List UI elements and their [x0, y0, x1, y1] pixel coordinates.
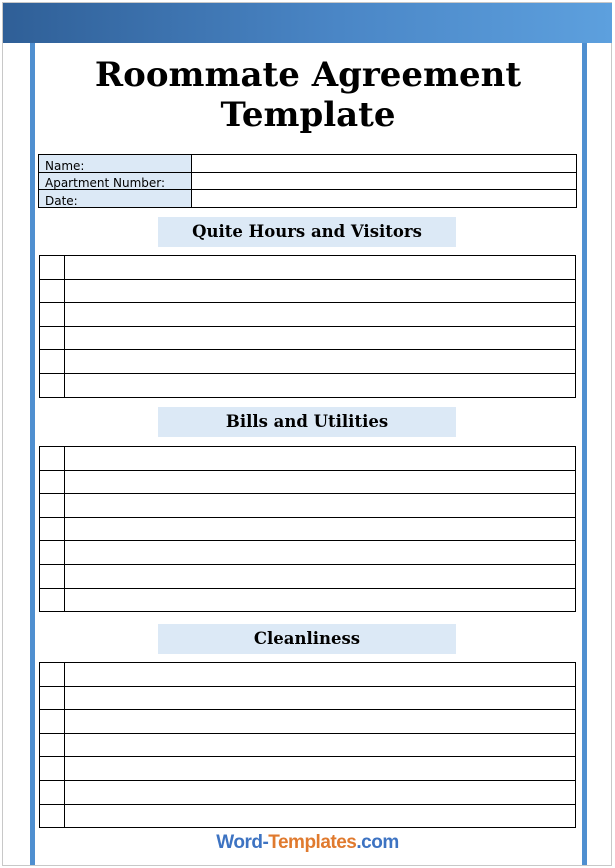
footer-logo-part1: Word-: [216, 832, 269, 853]
footer-logo: [0, 832, 615, 854]
table-row: [40, 564, 576, 588]
row-number-cell[interactable]: [40, 663, 65, 687]
table-row: [40, 326, 576, 350]
row-entry-cell[interactable]: [65, 326, 576, 350]
table-row: [40, 447, 576, 471]
row-entry-cell[interactable]: [65, 279, 576, 303]
name-label: Name:: [39, 155, 192, 173]
row-entry-cell[interactable]: [65, 256, 576, 280]
table-row: [40, 303, 576, 327]
row-number-cell[interactable]: [40, 804, 65, 828]
table-row: [40, 350, 576, 374]
date-field[interactable]: [192, 190, 577, 208]
header-band: [3, 3, 612, 43]
row-number-cell[interactable]: [40, 564, 65, 588]
row-entry-cell[interactable]: [65, 373, 576, 397]
name-field[interactable]: [192, 155, 577, 173]
row-number-cell[interactable]: [40, 517, 65, 541]
row-number-cell[interactable]: [40, 541, 65, 565]
info-row-apartment: [39, 172, 577, 190]
section-heading-quiet-hours: Quite Hours and Visitors: [158, 217, 456, 247]
row-number-cell[interactable]: [40, 710, 65, 734]
row-number-cell[interactable]: [40, 494, 65, 518]
table-row: [40, 780, 576, 804]
section-heading-bills: Bills and Utilities: [158, 407, 456, 437]
row-entry-cell[interactable]: [65, 447, 576, 471]
table-row: [40, 710, 576, 734]
table-row: [40, 494, 576, 518]
apartment-number-label: Apartment Number:: [39, 172, 192, 190]
table-row: [40, 588, 576, 612]
footer-logo-part3: .com: [356, 832, 399, 853]
row-entry-cell[interactable]: [65, 350, 576, 374]
row-number-cell[interactable]: [40, 350, 65, 374]
table-row: [40, 541, 576, 565]
bills-table: [39, 446, 576, 612]
table-row: [40, 517, 576, 541]
row-entry-cell[interactable]: [65, 757, 576, 781]
row-number-cell[interactable]: [40, 326, 65, 350]
date-label: Date:: [39, 190, 192, 208]
row-number-cell[interactable]: [40, 780, 65, 804]
row-number-cell[interactable]: [40, 373, 65, 397]
info-row-name: [39, 155, 577, 173]
row-number-cell[interactable]: [40, 733, 65, 757]
left-accent-bar: [30, 43, 35, 865]
row-entry-cell[interactable]: [65, 710, 576, 734]
document-title: Roommate Agreement Template: [94, 55, 522, 135]
row-entry-cell[interactable]: [65, 517, 576, 541]
section-heading-cleanliness: Cleanliness: [158, 624, 456, 654]
cleanliness-table: [39, 662, 576, 828]
table-row: [40, 256, 576, 280]
row-entry-cell[interactable]: [65, 541, 576, 565]
row-entry-cell[interactable]: [65, 494, 576, 518]
row-number-cell[interactable]: [40, 279, 65, 303]
row-entry-cell[interactable]: [65, 303, 576, 327]
quiet-hours-table: [39, 255, 576, 398]
row-number-cell[interactable]: [40, 447, 65, 471]
right-accent-bar: [582, 43, 587, 865]
row-entry-cell[interactable]: [65, 733, 576, 757]
row-entry-cell[interactable]: [65, 780, 576, 804]
table-row: [40, 733, 576, 757]
row-entry-cell[interactable]: [65, 564, 576, 588]
row-number-cell[interactable]: [40, 303, 65, 327]
row-entry-cell[interactable]: [65, 686, 576, 710]
info-row-date: [39, 190, 577, 208]
row-entry-cell[interactable]: [65, 470, 576, 494]
row-entry-cell[interactable]: [65, 663, 576, 687]
row-number-cell[interactable]: [40, 686, 65, 710]
table-row: [40, 757, 576, 781]
table-row: [40, 686, 576, 710]
row-entry-cell[interactable]: [65, 804, 576, 828]
apartment-number-field[interactable]: [192, 172, 577, 190]
row-number-cell[interactable]: [40, 256, 65, 280]
footer-logo-part2: Templates: [268, 832, 357, 853]
table-row: [40, 804, 576, 828]
row-number-cell[interactable]: [40, 470, 65, 494]
table-row: [40, 373, 576, 397]
table-row: [40, 470, 576, 494]
table-row: [40, 279, 576, 303]
info-table: [38, 154, 577, 208]
row-number-cell[interactable]: [40, 588, 65, 612]
table-row: [40, 663, 576, 687]
row-number-cell[interactable]: [40, 757, 65, 781]
row-entry-cell[interactable]: [65, 588, 576, 612]
